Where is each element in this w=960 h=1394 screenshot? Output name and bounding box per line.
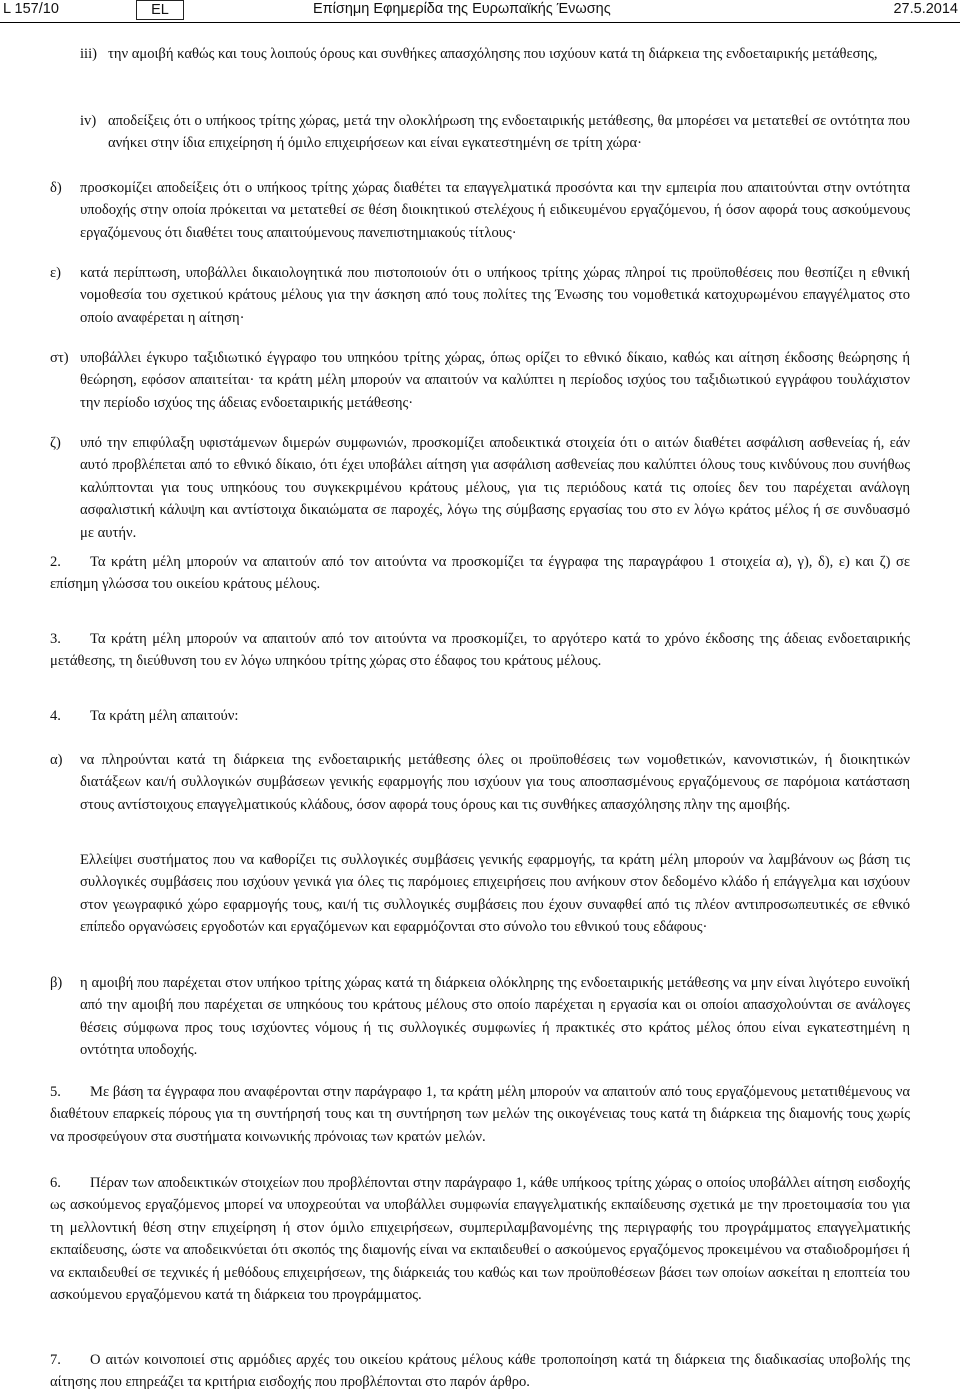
paragraph-label: ε)	[50, 265, 61, 281]
paragraph	[50, 347, 910, 414]
paragraph-text: η αμοιβή που παρέχεται στον υπήκοο τρίτης χώρας κατά τη διάρκεια ολόκληρης της ενδοεταιρικής μετάθεσης να μην είναι λιγότερο ευνοϊκή από την αμοιβή που παρέχεται σε υπηκόους του κράτους μέλους στο οποίο παρέχεται η εργασία και οι οποίοι απασχολούνται σε ανάλογες θέσεις σύμφωνα προς τους ισχύοντες νόμους ή τις συλλογικές συμφωνίες ή πρακτικές στο κράτος μέλος όπου είναι εγκατεστημένη η οντότητα υποδοχής.	[80, 975, 910, 1059]
paragraph-number: 5.	[50, 1084, 61, 1100]
numbered-paragraph	[50, 1172, 910, 1306]
paragraph-text: υπό την επιφύλαξη υφιστάμενων διμερών συμφωνιών, προσκομίζει αποδεικτικά στοιχεία ότι ο αιτών διαθέτει ασφάλιση ασθενείας ή, εάν αυτό προβλέπεται από το εθνικό δίκαιο, ότι έχει υποβάλει αίτηση για ασφάλιση ασθενείας που καλύπτει όλους τους κινδύνους που συνήθως καλύπτονται για τους υπηκόους του συγκεκριμένου κράτους μέλους, για τις περιόδους κατά τις οποίες δεν του παρέχεται ανάλογη ασφαλιστική κάλυψη και αντίστοιχα δικαιώματα σε παροχές, λόγω της σύμβασης εργασίας του στο εν λόγω κράτος μέλος ή σε συνδυασμό με αυτήν.	[80, 435, 910, 541]
paragraph-body: Ο αιτών κοινοποιεί στις αρμόδιες αρχές του οικείου κράτους μέλους κάθε τροποποίηση κατά τη διάρκεια της διαδικασίας υποβολής της αίτησης που επηρεάζει τα κριτήρια εισδοχής που προβλέπονται στο παρόν άρθρο.	[50, 1352, 910, 1391]
paragraph-text: υποβάλλει έγκυρο ταξιδιωτικό έγγραφο του υπηκόου τρίτης χώρας, όπως ορίζει το εθνικό δίκαιο, καθώς και αίτηση έκδοσης θεώρησης ή θεώρηση, εφόσον απαιτείται· τα κράτη μέλη μπορούν να απαιτούν να καλύπτει η περίοδος ισχύος του ταξιδιωτικού εγγράφου τουλάχιστον την περίοδο ισχύος της άδειας ενδοεταιρικής μετάθεσης·	[80, 350, 910, 411]
numbered-paragraph	[50, 1349, 910, 1394]
paragraph-text	[50, 705, 910, 727]
paragraph-number: 3.	[50, 631, 61, 647]
language-badge: EL	[136, 0, 184, 20]
paragraph-text: κατά περίπτωση, υποβάλλει δικαιολογητικά που πιστοποιούν ότι ο υπήκοος τρίτης χώρας πληροί τις προϋποθέσεις που θεσπίζει η εθνική νομοθεσία του σχετικού κράτους μέλους για την άσκηση από τους πολίτες της Ένωσης του νομοθετικά κατοχυρωμένου επαγγέλματος στο οποίο αναφέρεται η αίτηση·	[80, 265, 910, 326]
paragraph-text	[50, 1349, 910, 1394]
numbered-paragraph	[50, 551, 910, 596]
paragraph-text: προσκομίζει αποδείξεις ότι ο υπήκοος τρίτης χώρας διαθέτει τα επαγγελματικά προσόντα και την εμπειρία που απαιτούνται στην οντότητα υποδοχής στην οποία πρόκειται να μετατεθεί σε θέση διοικητικού στελέχους ή ειδικευμένου εργαζόμενου, ή όσον αφορά τους ασκούμενους εργαζόμενους ότι διαθέτει τους απαιτούμενους πανεπιστημιακούς τίτλους·	[80, 180, 910, 241]
paragraph-label: β)	[50, 975, 63, 991]
paragraph	[80, 110, 910, 155]
publication-date: 27.5.2014	[893, 1, 958, 17]
paragraph-label: α)	[50, 752, 63, 768]
paragraph-body: Τα κράτη μέλη μπορούν να απαιτούν από τον αιτούντα να προσκομίζει, το αργότερο κατά το χρόνο έκδοσης της άδειας ενδοεταιρικής μετάθεσης, τη διεύθυνση του εν λόγω υπηκόου τρίτης χώρας στο έδαφος του κράτους μέλους.	[50, 631, 910, 670]
paragraph-body: Τα κράτη μέλη μπορούν να απαιτούν από τον αιτούντα να προσκομίζει τα έγγραφα της παραγράφου 1 στοιχεία α), γ), δ), ε) και ζ) σε επίσημη γλώσσα του οικείου κράτους μέλους.	[50, 554, 910, 593]
paragraph-text	[80, 849, 910, 939]
paragraph-body: Πέραν των αποδεικτικών στοιχείων που προβλέπονται στην παράγραφο 1, κάθε υπήκοος τρίτης χώρας ο οποίος υποβάλλει αίτηση εισδοχής ως ασκούμενος εργαζόμενος μπορεί να υποχρεούται να υποβάλλει συμφωνία επαγγελματικής εκπαίδευσης σχετικά με την προετοιμασία του για τη μελλοντική θέση στην επιχείρηση ή στον όμιλο επιχειρήσεων, συμπεριλαμβανομένης της περιγραφής του προγράμματος επαγγελματικής εκπαίδευσης, ώστε να αποδεικνύεται ότι σκοπός της διαμονής είναι να εκπαιδευθεί ο ασκούμενος εργαζόμενος προκειμένου να σταδιοδρομήσει ή να εκπαιδευθεί σε τεχνικές ή μεθόδους επιχειρήσεων, της διάρκειάς του καθώς και των προϋποθέσεων βάσει των οποίων ασκείται η εποπτεία του ασκούμενου εργαζόμενου κατά τη διάρκεια του προγράμματος.	[50, 1175, 910, 1304]
paragraph-label: δ)	[50, 180, 62, 196]
paragraph	[50, 177, 910, 244]
paragraph-text	[50, 1172, 910, 1306]
header-rule	[0, 22, 960, 23]
paragraph	[50, 432, 910, 544]
paragraph-text: να πληρούνται κατά τη διάρκεια της ενδοεταιρικής μετάθεσης όλες οι προϋποθέσεις των νομοθετικών, κανονιστικών, ή διοικητικών διατάξεων και/ή συλλογικών συμβάσεων γενικής εφαρμογής που ισχύουν για τους αποσπασμένους εργαζόμενους σε παρόμοια κατάσταση στους αντίστοιχους επαγγελματικούς κλάδους, όσον αφορά τους όρους και τις συνθήκες απασχόλησης πλην της αμοιβής.	[80, 752, 910, 813]
paragraph-number: 4.	[50, 708, 61, 724]
page-number: L 157/10	[3, 1, 59, 17]
paragraph	[50, 749, 910, 816]
page-header	[0, 0, 960, 22]
numbered-paragraph	[50, 705, 910, 727]
paragraph-number: 6.	[50, 1175, 61, 1191]
paragraph	[80, 43, 910, 65]
paragraph-number: 2.	[50, 554, 61, 570]
paragraph-body: Με βάση τα έγγραφα που αναφέρονται στην παράγραφο 1, τα κράτη μέλη μπορούν να απαιτούν από τους εργαζόμενους μετατιθέμενους να διαθέτουν επαρκείς πόρους για τη συντήρησή τους και τη συντήρηση των μελών της οικογένειας τους κατά τη διάρκεια της διαμονής τους χωρίς να προσφεύγουν στα συστήματα κοινωνικής πρόνοιας των κρατών μελών.	[50, 1084, 910, 1145]
paragraph	[50, 262, 910, 329]
paragraph-number: 7.	[50, 1352, 61, 1368]
paragraph-label: iv)	[80, 113, 97, 129]
journal-title: Επίσημη Εφημερίδα της Ευρωπαϊκής Ένωσης	[313, 1, 611, 17]
paragraph-body: Ελλείψει συστήματος που να καθορίζει τις συλλογικές συμβάσεις γενικής εφαρμογής, τα κράτη μέλη μπορούν να λαμβάνουν ως βάση τις συλλογικές συμβάσεις που ισχύουν γενικά για όλες τις παρόμοιες επιχειρήσεις που ανήκουν στον δεδομένο κλάδο ή επάγγελμα και ισχύουν στον γεωγραφικό χώρο εφαρμογής τους, και/ή τις συλλογικές συμβάσεις που έχουν συναφθεί από τις πλέον αντιπροσωπευτικές σε εθνικό επίπεδο οργανώσεις εργοδοτών και εργαζόμενων και εφαρμόζονται στο σύνολο του εθνικού τους εδάφους·	[80, 852, 910, 936]
paragraph-text	[50, 551, 910, 596]
paragraph-text	[50, 1081, 910, 1148]
paragraph-text: αποδείξεις ότι ο υπήκοος τρίτης χώρας, μετά την ολοκλήρωση της ενδοεταιρικής μετάθεσης, θα μπορέσει να μετατεθεί σε οντότητα που ανήκει στην ίδια επιχείρηση ή όμιλο επιχειρήσεων και είναι εγκατεστημένη σε τρίτη χώρα·	[108, 113, 910, 152]
numbered-paragraph	[50, 1081, 910, 1148]
paragraph	[50, 972, 910, 1062]
paragraph	[80, 849, 910, 939]
numbered-paragraph	[50, 628, 910, 673]
paragraph-label: ζ)	[50, 435, 61, 451]
paragraph-text: την αμοιβή καθώς και τους λοιπούς όρους και συνθήκες απασχόλησης που ισχύουν κατά τη διάρκεια της ενδοεταιρικής μετάθεσης,	[108, 46, 878, 62]
paragraph-body: Τα κράτη μέλη απαιτούν:	[90, 708, 239, 724]
paragraph-text	[50, 628, 910, 673]
paragraph-label: iii)	[80, 46, 98, 62]
paragraph-label: στ)	[50, 350, 69, 366]
